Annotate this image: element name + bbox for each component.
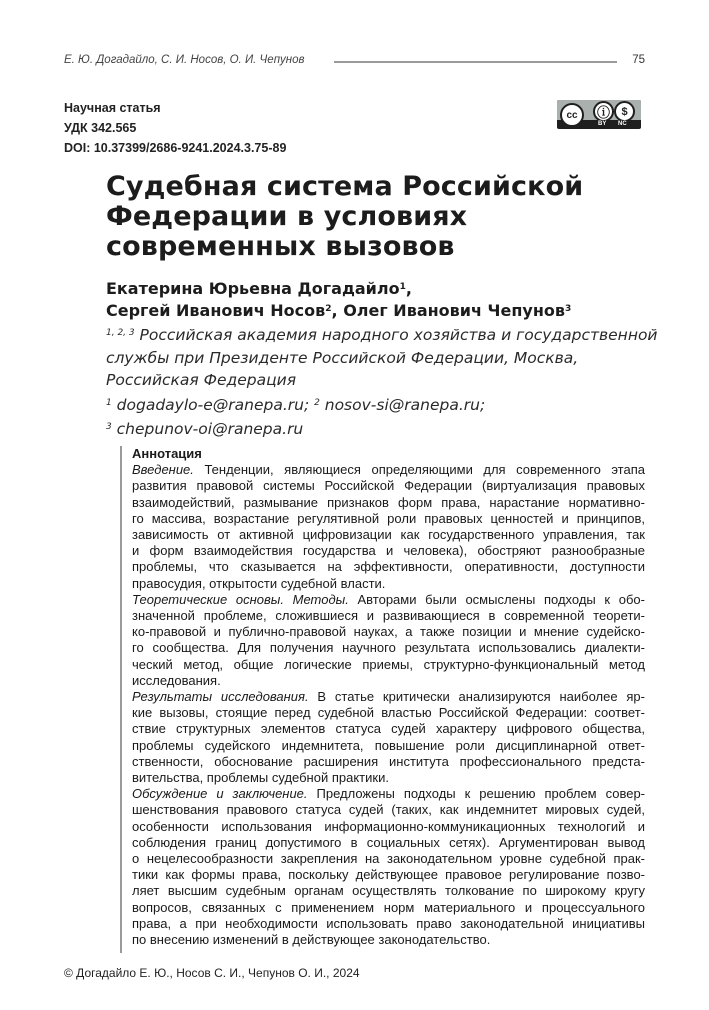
abstract-line: ко-правовой и публично-правовой науках, а также позиции и мнение судейско- (132, 624, 645, 640)
author-name: Сергей Иванович Носов (106, 301, 326, 320)
email-link[interactable]: nosov-si@ranepa.ru; (319, 395, 486, 414)
abstract-line: взаимодействий, размывание признаков форм права, нарастание нормативно- (132, 494, 645, 510)
article-type: Научная статья (64, 101, 161, 115)
cc-icon: cc (560, 103, 584, 127)
affiliation-line: $^{1, 2, 3}$ Российская академия народного хозяйства и государственной (106, 326, 658, 344)
abstract-line: значенной проблеме, сложившиеся и развивающиеся в современной теорети- (132, 608, 645, 624)
abstract-line: ческий метод, общие логические приемы, структурно-функциональный метод (132, 656, 645, 672)
author-line: Сергей Иванович Носов$^2$, Олег Иванович Чепунов$^3$ (106, 301, 572, 320)
abstract-line: Введение. Тенденции, являющиеся определяющими для современного этапа (132, 462, 645, 478)
email-link[interactable]: dogadaylo-e@ranepa.ru; (111, 395, 315, 414)
running-head-authors: Е. Ю. Догадайло, С. И. Носов, О. И. Чепунов (64, 54, 305, 66)
copyright-notice: © Догадайло Е. Ю., Носов С. И., Чепунов О. И., 2024 (64, 966, 360, 980)
running-header (64, 54, 645, 70)
abstract-line: го массива, возрастание регулятивной роли правовых ценностей и принципов, (132, 510, 645, 526)
email-line: $^1$ dogadaylo-e@ranepa.ru; $^2$ nosov-si@ranepa.ru; (106, 395, 486, 414)
abstract-line: особенности использования информационно-коммуникационных технологий и (132, 818, 645, 834)
abstract-line: Результаты исследования. В статье критически анализируются наиболее яр- (132, 689, 645, 705)
email-link[interactable]: chepunov-oi@ranepa.ru (111, 420, 304, 438)
abstract-line: шенствования правового статуса судей (таких, как индемнитет мировых судей, (132, 802, 645, 818)
abstract-line: вительства, проблемы судебной практики. (132, 770, 389, 786)
abstract-line: вопросов, связанных с применением норм материального и процессуального (132, 899, 645, 915)
article-meta (64, 98, 286, 158)
cc-license-badge[interactable] (557, 100, 641, 129)
author-list (106, 277, 571, 321)
abstract-line: зависимость от активной цифровизации как государственного управления, так (132, 527, 645, 543)
section-label: Обсуждение и заключение. (132, 786, 308, 802)
noncommercial-icon: $ (614, 101, 635, 122)
abstract-line: правосудия, открытости судебной власти. (132, 575, 386, 591)
cc-by-label: BY (598, 121, 607, 127)
abstract-line: соблюдения границ допустимого в социальных сетях). Аргументирован вывод (132, 834, 645, 850)
title-line: Судебная система Российской (106, 171, 584, 202)
udc-code: УДК 342.565 (64, 121, 137, 135)
affiliations (106, 322, 658, 441)
abstract-line: кие вызовы, стоящие перед судебной властью Российской Федерации: соответ- (132, 705, 645, 721)
author-name: Олег Иванович Чепунов (343, 301, 565, 320)
abstract-line: Теоретические основы. Методы. Авторами были осмыслены подходы к обо- (132, 591, 645, 607)
abstract-heading: Аннотация (132, 446, 202, 461)
page-number: 75 (632, 54, 645, 66)
author-affiliation-mark: 3 (565, 304, 572, 314)
abstract-line: и форм взаимодействия государства и человека), обостряют разнообразные (132, 543, 645, 559)
abstract-line: ствие структурных элементов статуса судей характеру цифрового общества, (132, 721, 645, 737)
doi[interactable]: DOI: 10.37399/2686-9241.2024.3.75-89 (64, 141, 287, 155)
cc-nc-label: NC (618, 121, 627, 127)
title-line: современных вызовов (106, 231, 455, 262)
abstract-line: развития правовой системы Российской Федерации (виртуализация правовых (132, 478, 645, 494)
abstract (120, 446, 645, 953)
author-line: Екатерина Юрьевна Догадайло$^1$, (106, 279, 412, 298)
abstract-line: проблемы, что сказывается на эффективности, оперативности, доступности (132, 559, 645, 575)
email-line: $^3$ chepunov-oi@ranepa.ru (106, 420, 304, 438)
section-label: Теоретические основы. Методы. (132, 591, 349, 607)
author-affiliation-mark: 2 (325, 304, 332, 314)
abstract-line: ственности, обоснование расширения института профессионального предста- (132, 753, 645, 769)
abstract-line: го сообщества. Для получения научного результата использовались диалекти- (132, 640, 645, 656)
header-rule (334, 61, 617, 63)
abstract-line: права, а при необходимости использовать право законодательной инициативы (132, 915, 645, 931)
abstract-line: ляет высшим судебным органам осуществлять толкование по широкому кругу (132, 883, 645, 899)
title-line: Федерации в условиях (106, 201, 468, 232)
affiliation-line: Российская Федерация (106, 371, 297, 389)
abstract-line: исследования. (132, 672, 221, 688)
abstract-line: по внесению изменений в действующее законодательство. (132, 932, 491, 948)
author-affiliation-mark: 1 (399, 282, 406, 292)
abstract-line: проблемы судейского индемнитета, повышение роли дисциплинарной ответ- (132, 737, 645, 753)
abstract-line: тики как формы права, поскольку действующее правовое регулирование позво- (132, 867, 645, 883)
section-label: Результаты исследования. (132, 689, 309, 705)
attribution-icon: ⓘ (593, 101, 614, 122)
article-title (106, 172, 626, 262)
affiliation-line: службы при Президенте Российской Федерации, Москва, (106, 348, 579, 367)
author-name: Екатерина Юрьевна Догадайло (106, 279, 400, 298)
section-label: Введение. (132, 462, 194, 478)
abstract-line: Обсуждение и заключение. Предложены подходы к решению проблем совер- (132, 786, 646, 802)
abstract-line: о нецелесообразности закрепления на законодательном уровне судебной прак- (132, 851, 645, 867)
